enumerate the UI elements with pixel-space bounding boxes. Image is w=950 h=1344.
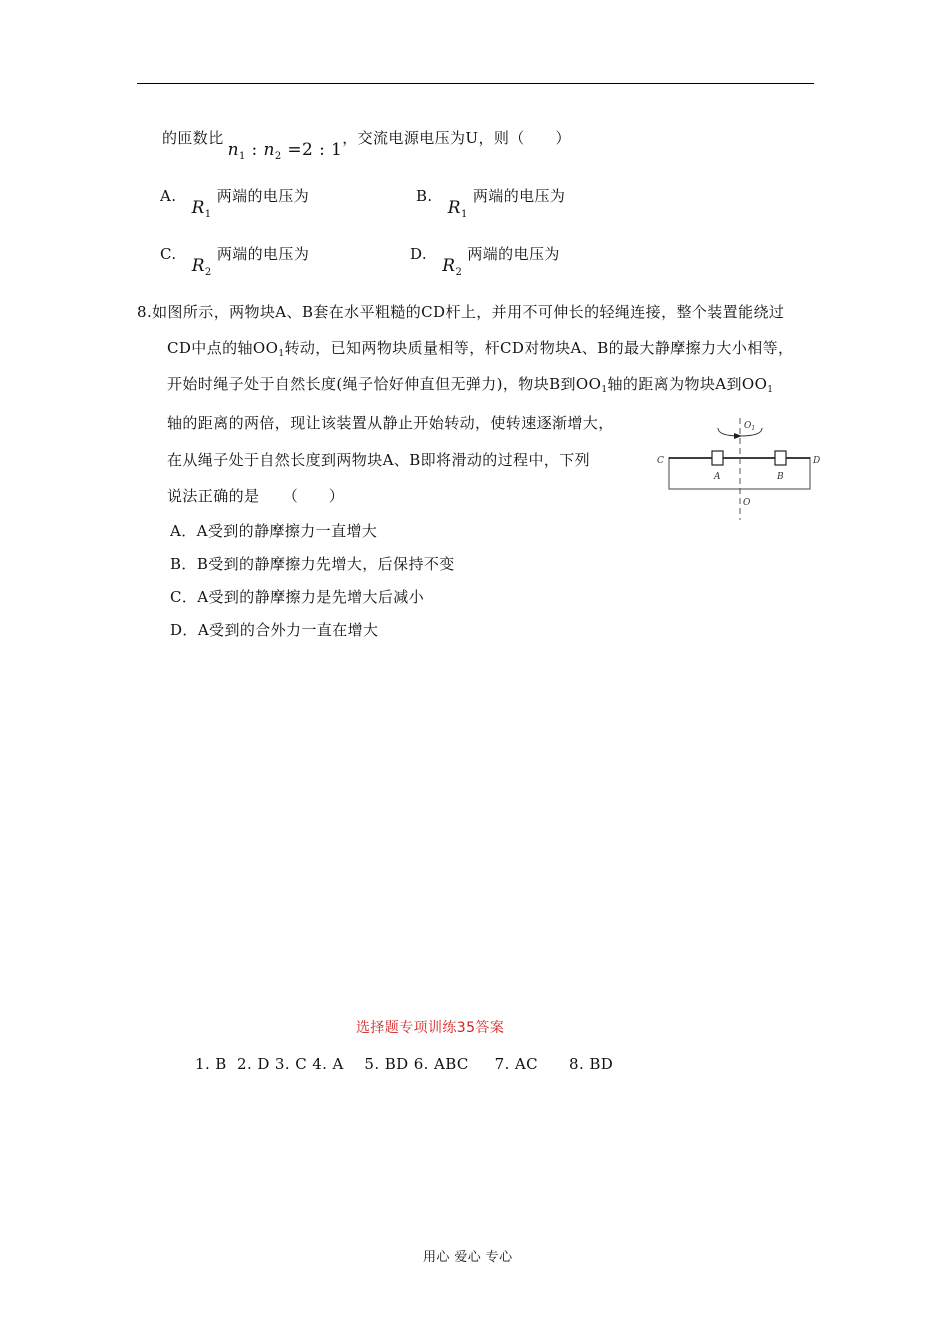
ratio-colon: : (245, 140, 264, 160)
rotation-arrowhead (734, 433, 742, 439)
answers-title: 选择题专项训练35答案 (356, 1020, 505, 1036)
label-o: O (743, 498, 751, 508)
r2-symbol: $R_2$ (442, 256, 463, 278)
q8-line-4: 轴的距离的两倍，现让该装置从静止开始转动，使转速逐渐增大， (167, 414, 614, 432)
q8-line-5: 在从绳子处于自然长度到两物块A、B即将滑动的过程中，下列 (167, 451, 591, 469)
n2-subscript: 2 (274, 151, 282, 162)
option-label: C. (160, 245, 177, 263)
q8-option-a: A．A受到的静摩擦力一直增大 (170, 522, 378, 540)
q8-option-c: C．A受到的静摩擦力是先增大后减小 (170, 588, 425, 606)
option-text: 两端的电压为 (472, 187, 566, 205)
q8-line-3: 开始时绳子处于自然长度(绳子恰好伸直但无弹力)，物块B到$OO_1$轴的距离为物块A到$OO_1$ (167, 375, 774, 395)
q7-ratio-formula (228, 140, 343, 160)
q7-option-b (416, 186, 566, 220)
q8-option-d: D．A受到的合外力一直在增大 (170, 621, 379, 639)
label-b: B (777, 472, 784, 482)
n2-symbol: n (263, 140, 275, 160)
rotating-rod-figure (652, 412, 827, 524)
block-b (775, 451, 786, 465)
page-footer: 用心 爱心 专心 (423, 1250, 513, 1265)
option-text: 两端的电压为 (467, 245, 560, 263)
option-label: B. (416, 187, 433, 205)
r1-symbol: $R_1$ (191, 198, 212, 220)
q7-option-c (160, 244, 310, 278)
n1-symbol: n (227, 140, 239, 160)
label-o1: $O_1$ (744, 421, 756, 432)
q7-ratio-suffix: ，交流电源电压为U，则（ ） (342, 129, 571, 147)
r2-symbol: $R_2$ (191, 256, 212, 278)
option-text: 两端的电压为 (216, 245, 310, 263)
ratio-value: =2 : 1 (281, 140, 343, 160)
q8-option-b: B．B受到的静摩擦力先增大，后保持不变 (170, 555, 455, 573)
label-c: C (657, 456, 664, 466)
q8-line-6: 说法正确的是 （ ） (167, 487, 345, 505)
r1-symbol: $R_1$ (447, 198, 468, 220)
q8-line-1: 8.如图所示，两物块A、B套在水平粗糙的CD杆上，并用不可伸长的轻绳连接，整个装置能绕过 (137, 303, 785, 321)
q7-ratio-prefix: 的匝数比 (162, 129, 224, 147)
label-d: D (813, 456, 821, 466)
q8-line-2: CD中点的轴$OO_1$转动，已知两物块质量相等，杆CD对物块A、B的最大静摩擦力大小相等， (167, 339, 794, 359)
option-text: 两端的电压为 (216, 187, 310, 205)
q7-option-d (410, 244, 560, 278)
q7-ratio-line (162, 128, 571, 162)
option-label: A. (160, 187, 177, 205)
answers-text: 1. B 2. D 3. C 4. A 5. BD 6. ABC 7. AC 8. BD (195, 1055, 614, 1073)
q7-option-a (160, 186, 310, 220)
label-a: A (714, 472, 721, 482)
n1-subscript: 1 (238, 151, 246, 162)
option-label: D. (410, 245, 428, 263)
header-rule (137, 83, 814, 84)
block-a (712, 451, 723, 465)
